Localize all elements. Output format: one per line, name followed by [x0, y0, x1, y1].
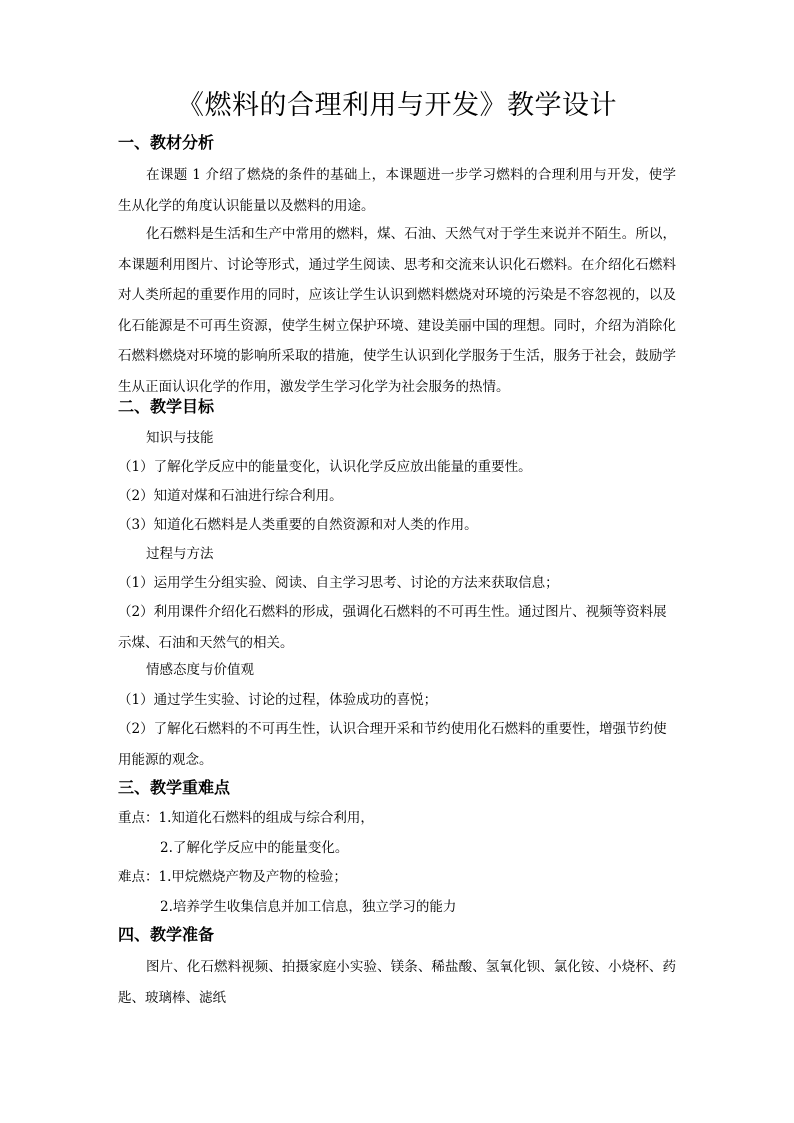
prep-paragraph: 图片、化石燃料视频、拍摄家庭小实验、镁条、稀盐酸、氢氧化钡、氯化铵、小烧杯、药匙、玻璃棒、滤纸	[118, 959, 676, 1006]
goals-process-item-2: （2）利用课件介绍化石燃料的形成，强调化石燃料的不可再生性。通过图片、视频等资料展示煤、石油和天然气的相关。	[118, 604, 667, 651]
difficult-point-1: 难点：1.甲烷燃烧产物及产物的检验；	[118, 869, 347, 885]
analysis-paragraph-1: 在课题 1 介绍了燃烧的条件的基础上，本课题进一步学习燃料的合理利用与开发，使学生从化学的角度认识能量以及燃料的用途。	[118, 167, 676, 214]
key-point-2: 2.了解化学反应中的能量变化。	[160, 840, 349, 856]
goals-knowledge-item-2: （2）知道对煤和石油进行综合利用。	[118, 488, 343, 504]
section-heading-analysis: 一、教材分析	[118, 133, 215, 152]
goals-knowledge-label: 知识与技能	[146, 430, 214, 446]
difficult-point-2: 2.培养学生收集信息并加工信息，独立学习的能力	[160, 899, 457, 915]
goals-knowledge-item-1: （1）了解化学反应中的能量变化，认识化学反应放出能量的重要性。	[118, 459, 532, 475]
goals-emotion-item-2: （2）了解化石燃料的不可再生性，认识合理开采和节约使用化石燃料的重要性，增强节约使用能源的观念。	[118, 721, 667, 768]
goals-emotion-item-1: （1）通过学生实验、讨论的过程，体验成功的喜悦；	[118, 692, 438, 708]
key-point-1: 重点：1.知道化石燃料的组成与综合利用，	[118, 810, 374, 826]
document-title: 《燃料的合理利用与开发》教学设计	[177, 90, 617, 121]
goals-process-label: 过程与方法	[146, 546, 214, 562]
goals-process-item-1: （1）运用学生分组实验、阅读、自主学习思考、讨论的方法来获取信息；	[118, 575, 559, 591]
goals-knowledge-item-3: （3）知道化石燃料是人类重要的自然资源和对人类的作用。	[118, 517, 478, 533]
goals-emotion-label: 情感态度与价值观	[146, 662, 254, 678]
section-heading-prep: 四、教学准备	[118, 925, 215, 944]
section-heading-keypoints: 三、教学重难点	[118, 778, 231, 797]
analysis-paragraph-2: 化石燃料是生活和生产中常用的燃料，煤、石油、天然气对于学生来说并不陌生。所以，本课题利用图片、讨论等形式，通过学生阅读、思考和交流来认识化石燃料。在介绍化石燃料对人类所起的重要作用的同时，应该让学生认识到燃料燃烧对环境的污染是不容忽视的，以及化石能源是不可再生资源，使学生树立保护环境、建设美丽中国的理想。同时，介绍为消除化石燃料燃烧对环境的影响所采取的措施，使学生认识到化学服务于生活，服务于社会，鼓励学生从正面认识化学的作用，激发学生学习化学为社会服务的热情。	[118, 226, 676, 395]
section-heading-goals: 二、教学目标	[118, 397, 215, 416]
